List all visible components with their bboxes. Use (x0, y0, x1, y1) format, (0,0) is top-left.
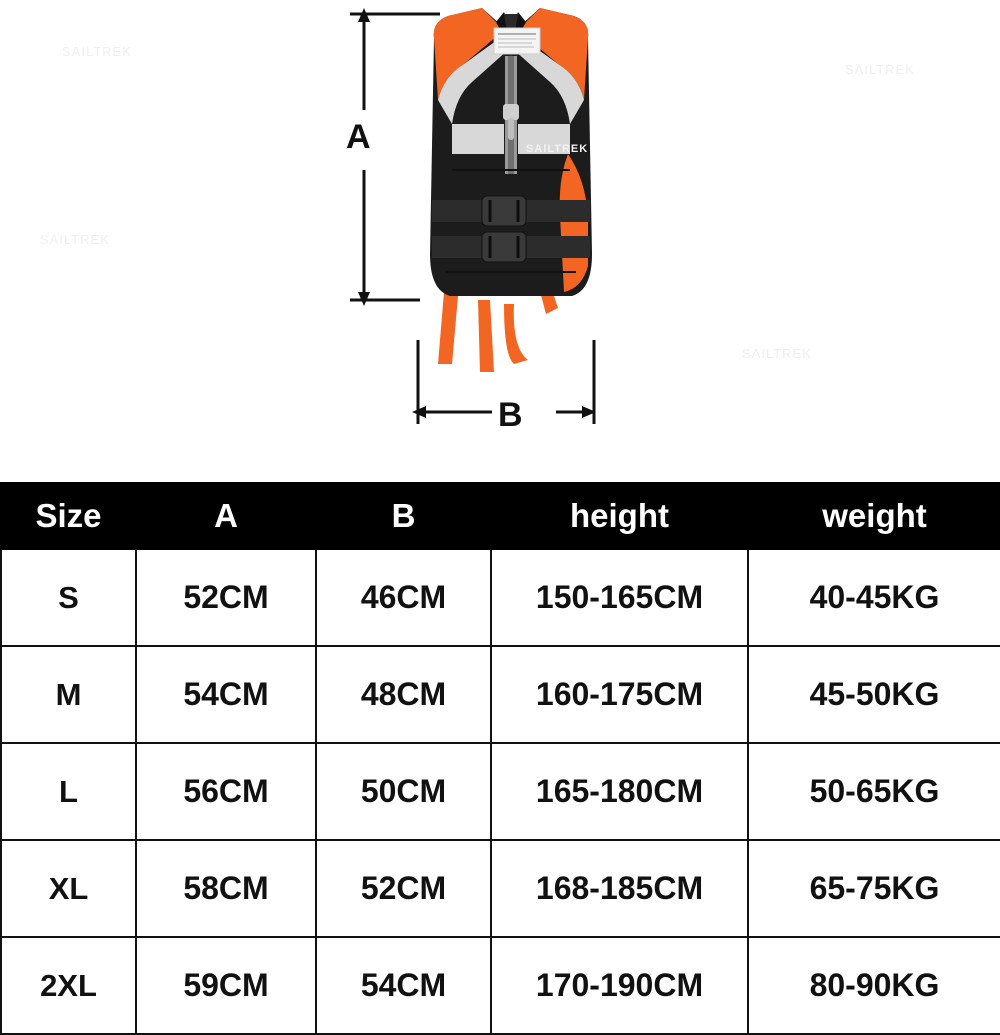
watermark-text: SAILTREK (845, 62, 915, 77)
cell-a: 58CM (136, 840, 316, 937)
table-row (1, 743, 1000, 840)
brand-text: SAILTREK (526, 143, 589, 155)
cell-height: 160-175CM (491, 646, 748, 743)
cell-size: S (1, 549, 136, 646)
column-header-weight: weight (748, 483, 1000, 549)
cell-a: 56CM (136, 743, 316, 840)
table-header-row (1, 483, 1000, 549)
cell-weight: 50-65KG (748, 743, 1000, 840)
column-header-a: A (136, 483, 316, 549)
cell-size: L (1, 743, 136, 840)
cell-b: 54CM (316, 937, 491, 1034)
cell-a: 52CM (136, 549, 316, 646)
table-row (1, 646, 1000, 743)
cell-height: 170-190CM (491, 937, 748, 1034)
cell-height: 165-180CM (491, 743, 748, 840)
cell-size: 2XL (1, 937, 136, 1034)
cell-height: 150-165CM (491, 549, 748, 646)
table-row (1, 840, 1000, 937)
cell-b: 46CM (316, 549, 491, 646)
column-header-b: B (316, 483, 491, 549)
watermark-text: SAILTREK (742, 346, 812, 361)
watermark-text: SAILTREK (62, 44, 132, 59)
dimension-label-b: B (498, 396, 523, 434)
cell-size: XL (1, 840, 136, 937)
product-illustration (0, 0, 1000, 480)
column-header-size: Size (1, 483, 136, 549)
cell-height: 168-185CM (491, 840, 748, 937)
size-chart-table (0, 482, 1000, 1035)
cell-b: 48CM (316, 646, 491, 743)
dimension-label-a: A (346, 118, 371, 156)
cell-weight: 40-45KG (748, 549, 1000, 646)
cell-a: 54CM (136, 646, 316, 743)
cell-weight: 80-90KG (748, 937, 1000, 1034)
cell-size: M (1, 646, 136, 743)
cell-weight: 65-75KG (748, 840, 1000, 937)
cell-weight: 45-50KG (748, 646, 1000, 743)
table-row (1, 937, 1000, 1034)
watermark-text: SAILTREK (40, 232, 110, 247)
cell-b: 52CM (316, 840, 491, 937)
column-header-height: height (491, 483, 748, 549)
table-row (1, 549, 1000, 646)
cell-a: 59CM (136, 937, 316, 1034)
cell-b: 50CM (316, 743, 491, 840)
life-vest-image (386, 4, 636, 394)
